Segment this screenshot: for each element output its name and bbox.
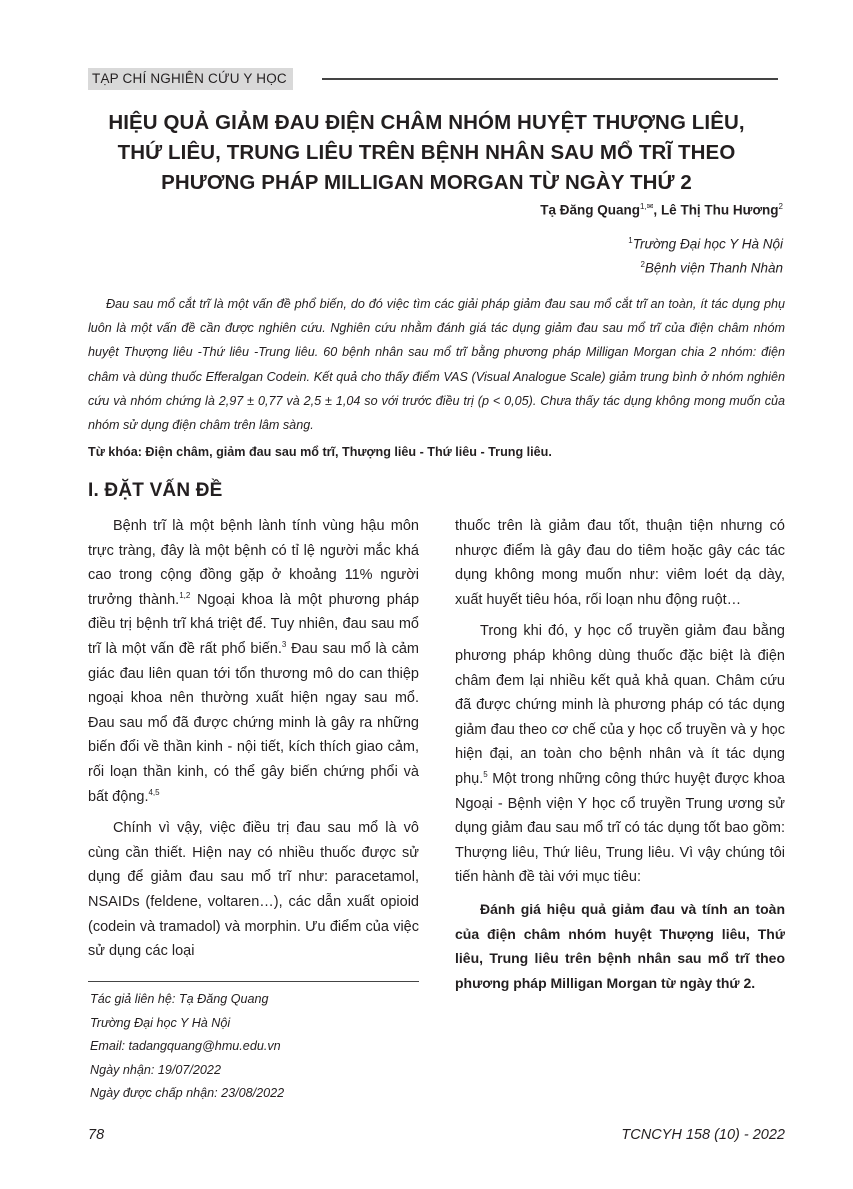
author-name: Tạ Đăng Quang — [540, 202, 641, 218]
affiliation-number: 2 — [640, 260, 645, 269]
affiliation-text: Bệnh viện Thanh Nhàn — [644, 260, 783, 276]
footnotes — [90, 988, 284, 1106]
abstract: Đau sau mổ cắt trĩ là một vấn đề phổ biến, do đó việc tìm các giải pháp giảm đau sau mổ cắt trĩ an toàn, ít tác dụng phụ luôn là một vấn đề cần được nghiên cứu. Nghiên cứu nhằm đánh giá tác dụng giảm đau sau mổ trĩ của điện châm nhóm huyệt Thượng liêu -Thứ liêu -Trung liêu. 60 bệnh nhân sau mổ trĩ bằng phương pháp Milligan Morgan chia 2 nhóm: điện châm và dùng thuốc Efferalgan Codein. Kết quả cho thấy điểm VAS (Visual Analogue Scale) giảm trung bình ở nhóm nghiên cứu và nhóm chứng là 2,97 ± 0,77 và 2,5 ± 1,04 so với trước điều trị (p < 0,05). Chưa thấy tác dụng không mong muốn của nhóm sử dụng điện châm trên lâm sàng. — [88, 297, 785, 433]
affiliation — [628, 236, 783, 252]
body-column-right — [455, 514, 785, 995]
title-line: HIỆU QUẢ GIẢM ĐAU ĐIỆN CHÂM NHÓM HUYỆT THƯỢNG LIÊU, — [108, 111, 745, 134]
body-text: Một trong những công thức huyệt được khoa Ngoại - Bệnh viện Y học cổ truyền Trung ương sử dụng giảm đau sau mổ trĩ có tác dụng tốt bao gồm: Thượng liêu, Thứ liêu, Trung liêu. Vì vậy chúng tôi tiến hành đề tài với mục tiêu: — [455, 770, 785, 886]
section-heading: I. ĐẶT VẤN ĐỀ — [88, 480, 223, 501]
article-title — [70, 108, 783, 198]
citation: 4,5 — [148, 787, 160, 797]
keywords: Từ khóa: Điện châm, giảm đau sau mổ trĩ, Thượng liêu - Thứ liêu - Trung liêu. — [88, 445, 552, 459]
header-rule — [322, 78, 778, 80]
citation: 5 — [483, 770, 488, 780]
author-affiliation-mark: 1,✉ — [640, 202, 654, 211]
journal-footer: TCNCYH 158 (10) - 2022 — [621, 1127, 785, 1143]
body-text: Bệnh trĩ là một bệnh lành tính vùng hậu môn trực tràng, đây là một bệnh có tỉ lệ người mắc khá cao trong cộng đồng gặp ở khoảng 11% người trưởng thành. — [88, 518, 419, 608]
author-name: Lê Thị Thu Hương — [660, 202, 779, 218]
citation: 3 — [281, 640, 287, 650]
affiliation — [640, 260, 783, 276]
author-email: Email: tadangquang@hmu.edu.vn — [90, 1039, 281, 1053]
body-paragraph — [88, 514, 419, 809]
affiliation-text: Trường Đại học Y Hà Nội — [632, 236, 783, 252]
body-text: Ngoại khoa là một phương pháp điều trị bệnh trĩ khá triệt để. Tuy nhiên, đau sau mổ trĩ là một vấn đề rất phổ biến. — [88, 591, 420, 657]
body-paragraph — [455, 619, 785, 890]
affiliation-number: 1 — [628, 236, 633, 245]
author-affiliation-mark: 2 — [778, 202, 783, 211]
author-separator: , — [653, 202, 661, 218]
corresponding-author: Tác giả liên hệ: Tạ Đăng Quang — [90, 992, 269, 1006]
author-institution: Trường Đại học Y Hà Nội — [90, 1015, 231, 1030]
journal-name: TẠP CHÍ NGHIÊN CỨU Y HỌC — [88, 68, 293, 90]
title-line: THỨ LIÊU, TRUNG LIÊU TRÊN BỆNH NHÂN SAU MỔ TRĨ THEO — [117, 141, 736, 164]
body-paragraph: thuốc trên là giảm đau tốt, thuận tiện nhưng có nhược điểm là gây đau do tiêm hoặc gây các tác dụng không mong muốn như: viêm loét dạ dày, xuất huyết tiêu hóa, rối loạn nhu động ruột… — [455, 518, 785, 608]
page-number: 78 — [88, 1127, 105, 1143]
body-text: Trong khi đó, y học cổ truyền giảm đau bằng phương pháp không dùng thuốc đặc biệt là điện châm đem lại nhiều kết quả khả quan. Châm cứu đã được chứng minh là phương pháp có tác dụng giảm đau theo cơ chế của y học cổ truyền và y học hiện đại, an toàn cho bệnh nhân và ít tác dụng phụ. — [455, 623, 785, 787]
citation: 1,2 — [179, 590, 191, 600]
body-column-left — [88, 514, 419, 964]
accepted-date: Ngày được chấp nhận: 23/08/2022 — [90, 1086, 285, 1100]
author-list — [540, 202, 783, 218]
body-text: Đau sau mổ là cảm giác đau liên quan tới tổn thương mô do can thiệp ngoại khoa nên thường xuất hiện ngay sau mổ. Đau sau mổ đã được chứng minh là gây ra những biến đổi về thần kinh - nội tiết, kích thích giao cảm, rối loạn thần kinh, có thể gây biến chứng phổi và bất động. — [88, 640, 419, 805]
journal-header — [88, 68, 778, 90]
footnote-rule — [88, 981, 419, 982]
received-date: Ngày nhận: 19/07/2022 — [90, 1062, 221, 1077]
title-line: PHƯƠNG PHÁP MILLIGAN MORGAN TỪ NGÀY THỨ 2 — [161, 171, 692, 194]
study-objective: Đánh giá hiệu quả giảm đau và tính an toàn của điện châm nhóm huyệt Thượng liêu, Thứ liêu, Trung liêu trên bệnh nhân sau mổ trĩ theo phương pháp Milligan Morgan từ ngày thứ 2. — [455, 900, 785, 991]
body-paragraph: Chính vì vậy, việc điều trị đau sau mổ là vô cùng cần thiết. Hiện nay có nhiều thuốc được sử dụng để giảm đau sau mổ trĩ như: paracetamol, NSAIDs (feldene, voltaren…), các dẫn xuất opioid (codein và tramadol) và morphin. Ưu điểm của việc sử dụng các loại — [88, 820, 419, 960]
